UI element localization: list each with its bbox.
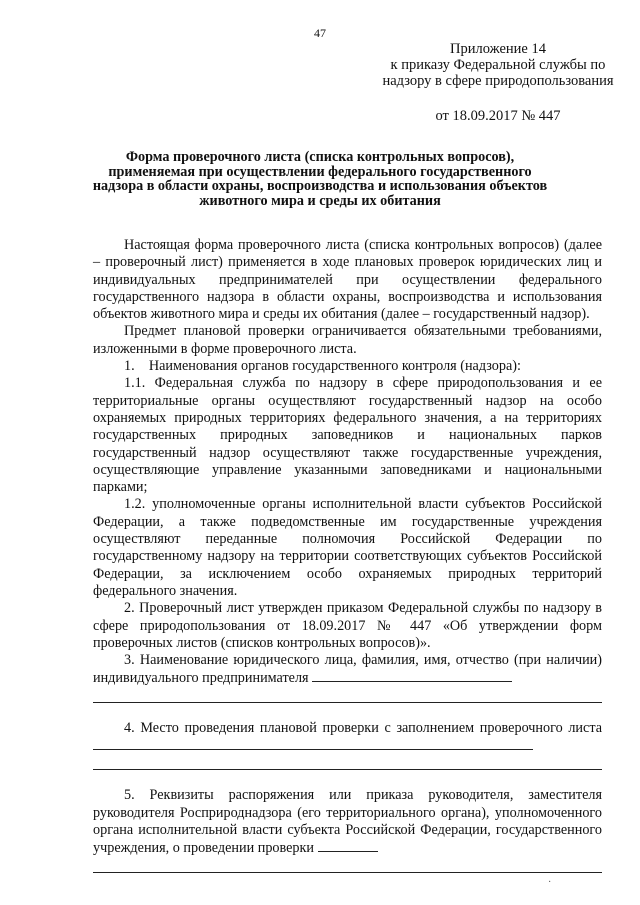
item-3: 3. Наименование юридического лица, фамилия, имя, отчество (при наличии) индивидуального предпринимателя [93,652,602,687]
appendix-block [370,41,626,124]
page-number: 47 [314,26,326,40]
item-2: 2. Проверочный лист утвержден приказом Федеральной службы по надзору в сфере природопользования от 18.09.2017 № 447 «Об утверждении форм проверочных листов (списков контрольных вопросов)». [93,600,602,651]
title-line-2: применяемая при осуществлении федерального государственного [108,163,532,180]
title-line-1: Форма проверочного листа (списка контрольных вопросов), [125,149,515,165]
fill-line-item-3[interactable] [312,669,512,682]
fill-line-item-4[interactable] [93,737,533,750]
fill-line-item-5-extra[interactable] [93,858,602,873]
appendix-date: от 18.09.2017 № 447 [435,108,561,124]
appendix-line-2: к приказу Федеральной службы по [390,57,606,73]
scan-speck: · [548,877,552,888]
title-line-3: надзора в области охраны, воспроизводства и использования объектов [92,178,548,195]
title-line-4: животного мира и среды их обитания [199,192,441,209]
item-1-1: 1.1. Федеральная служба по надзору в сфере природопользования и ее территориальные органы осуществляют государственный надзор на особо охраняемых природных территориях федерального значения, а на территориях государственных природных заповедников и национальных парков государственный надзор осуществляют также государственные учреждения, осуществляющие управление указанными заповедниками и национальными парками; [93,375,602,496]
item-1: 1. Наименования органов государственного контроля (надзора): [124,358,521,375]
appendix-line-1: Приложение 14 [450,41,546,57]
fill-line-item-3-extra[interactable] [93,688,602,703]
item-4-paragraph [93,720,602,756]
document-body [93,237,602,890]
item-4: 4. Место проведения плановой проверки с заполнением проверочного листа [124,719,602,736]
document-title [70,150,570,208]
intro-paragraph: Настоящая форма проверочного листа (списка контрольных вопросов) (далее – проверочный лист) применяется в ходе плановых проверок юридических лиц и индивидуальных предпринимателей при осуществлении федерального государственного надзора в области охраны, воспроизводства и использования объектов животного мира и среды их обитания (далее – государственный надзор). [93,237,602,323]
item-5-paragraph [93,787,602,857]
item-3-paragraph [93,652,602,688]
fill-line-item-5[interactable] [318,839,378,852]
appendix-line-3: надзору в сфере природопользования [382,73,614,89]
subject-paragraph: Предмет плановой проверки ограничивается обязательными требованиями, изложенными в форме проверочного листа. [93,323,602,357]
fill-line-item-4-extra[interactable] [93,755,602,770]
item-5: 5. Реквизиты распоряжения или приказа руководителя, заместителя руководителя Росприроднадзора (его территориального органа), уполномоченного органа исполнительной власти субъекта Российской Федерации, государственного учреждения, о проведении проверки [93,787,602,857]
item-1-2: 1.2. уполномоченные органы исполнительной власти субъектов Российской Федерации, а также подведомственные им государственные учреждения осуществляют переданные полномочия Российской Федерации по государственному надзору на территории соответствующих субъектов Российской Федерации, за исключением особо охраняемых природных территорий федерального значения. [93,496,602,599]
